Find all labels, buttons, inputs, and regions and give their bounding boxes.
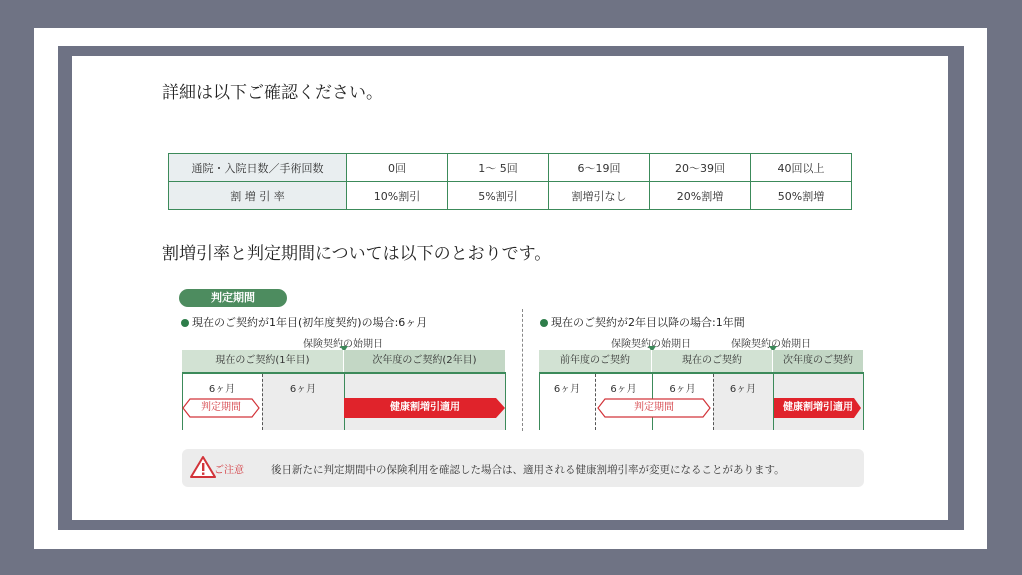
table-cell: 20%割増 — [650, 182, 751, 210]
period-heading: 割増引率と判定期間については以下のとおりです。 — [162, 244, 552, 264]
right-case-title-text: 現在のご契約が2年目以降の場合:1年間 — [551, 316, 745, 329]
row-header-rate: 割 増 引 率 — [169, 182, 347, 210]
month-label: 6ヶ月 — [610, 384, 637, 395]
row-header-days: 通院・入院日数／手術回数 — [169, 154, 347, 182]
table-cell: 0回 — [347, 154, 448, 182]
year-header-next: 次年度のご契約(2年目) — [344, 350, 506, 372]
warning-icon — [190, 455, 216, 483]
table-cell: 50%割増 — [751, 182, 852, 210]
intro-heading: 詳細は以下ご確認ください。 — [162, 83, 383, 103]
month-label: 6ヶ月 — [729, 384, 757, 395]
rate-table — [168, 153, 852, 210]
notice-label: ご注意 — [214, 465, 244, 476]
month-label: 6ヶ月 — [669, 384, 696, 395]
table-cell: 20～39回 — [650, 154, 751, 182]
discount-applied-arrow — [774, 398, 862, 418]
case-separator — [522, 309, 523, 431]
month-label: 6ヶ月 — [208, 384, 236, 395]
table-row — [169, 154, 852, 182]
discount-applied-label: 健康割増引適用 — [783, 402, 853, 413]
year-header-current: 現在のご契約(1年目) — [182, 350, 344, 372]
judgment-period-label: 判定期間 — [634, 402, 674, 413]
year-header-previous: 前年度のご契約 — [539, 350, 652, 372]
right-case-title — [540, 314, 745, 330]
left-case-title-text: 現在のご契約が1年目(初年度契約)の場合:6ヶ月 — [192, 316, 428, 329]
month-label: 6ヶ月 — [289, 384, 317, 395]
table-cell: 5%割引 — [448, 182, 549, 210]
judgment-period-label: 判定期間 — [201, 402, 241, 413]
year-header-next: 次年度のご契約 — [773, 350, 864, 372]
left-timeline — [182, 350, 506, 430]
discount-applied-label: 健康割増引適用 — [390, 402, 460, 413]
table-cell: 6～19回 — [549, 154, 650, 182]
bullet-icon — [540, 319, 548, 327]
right-start-date-label: 保険契約の始期日 — [611, 339, 691, 350]
table-cell: 10%割引 — [347, 182, 448, 210]
discount-applied-arrow — [344, 398, 506, 418]
judgment-period-arrow — [597, 398, 711, 418]
table-cell: 割増引なし — [549, 182, 650, 210]
judgment-period-arrow — [182, 398, 260, 418]
notice-text: 後日新たに判定期間中の保険利用を確認した場合は、適用される健康割増引率が変更になることがあります。 — [271, 464, 785, 476]
bullet-icon — [181, 319, 189, 327]
month-label: 6ヶ月 — [553, 384, 581, 395]
table-cell: 40回以上 — [751, 154, 852, 182]
right-start-date-label: 保険契約の始期日 — [731, 339, 811, 350]
table-row — [169, 182, 852, 210]
table-cell: 1～ 5回 — [448, 154, 549, 182]
left-start-date-label: 保険契約の始期日 — [303, 339, 383, 350]
timeline-edge — [863, 374, 864, 430]
year-header-current: 現在のご契約 — [652, 350, 773, 372]
right-timeline — [539, 350, 864, 430]
judgment-period-badge: 判定期間 — [179, 289, 287, 307]
left-case-title — [181, 314, 427, 330]
